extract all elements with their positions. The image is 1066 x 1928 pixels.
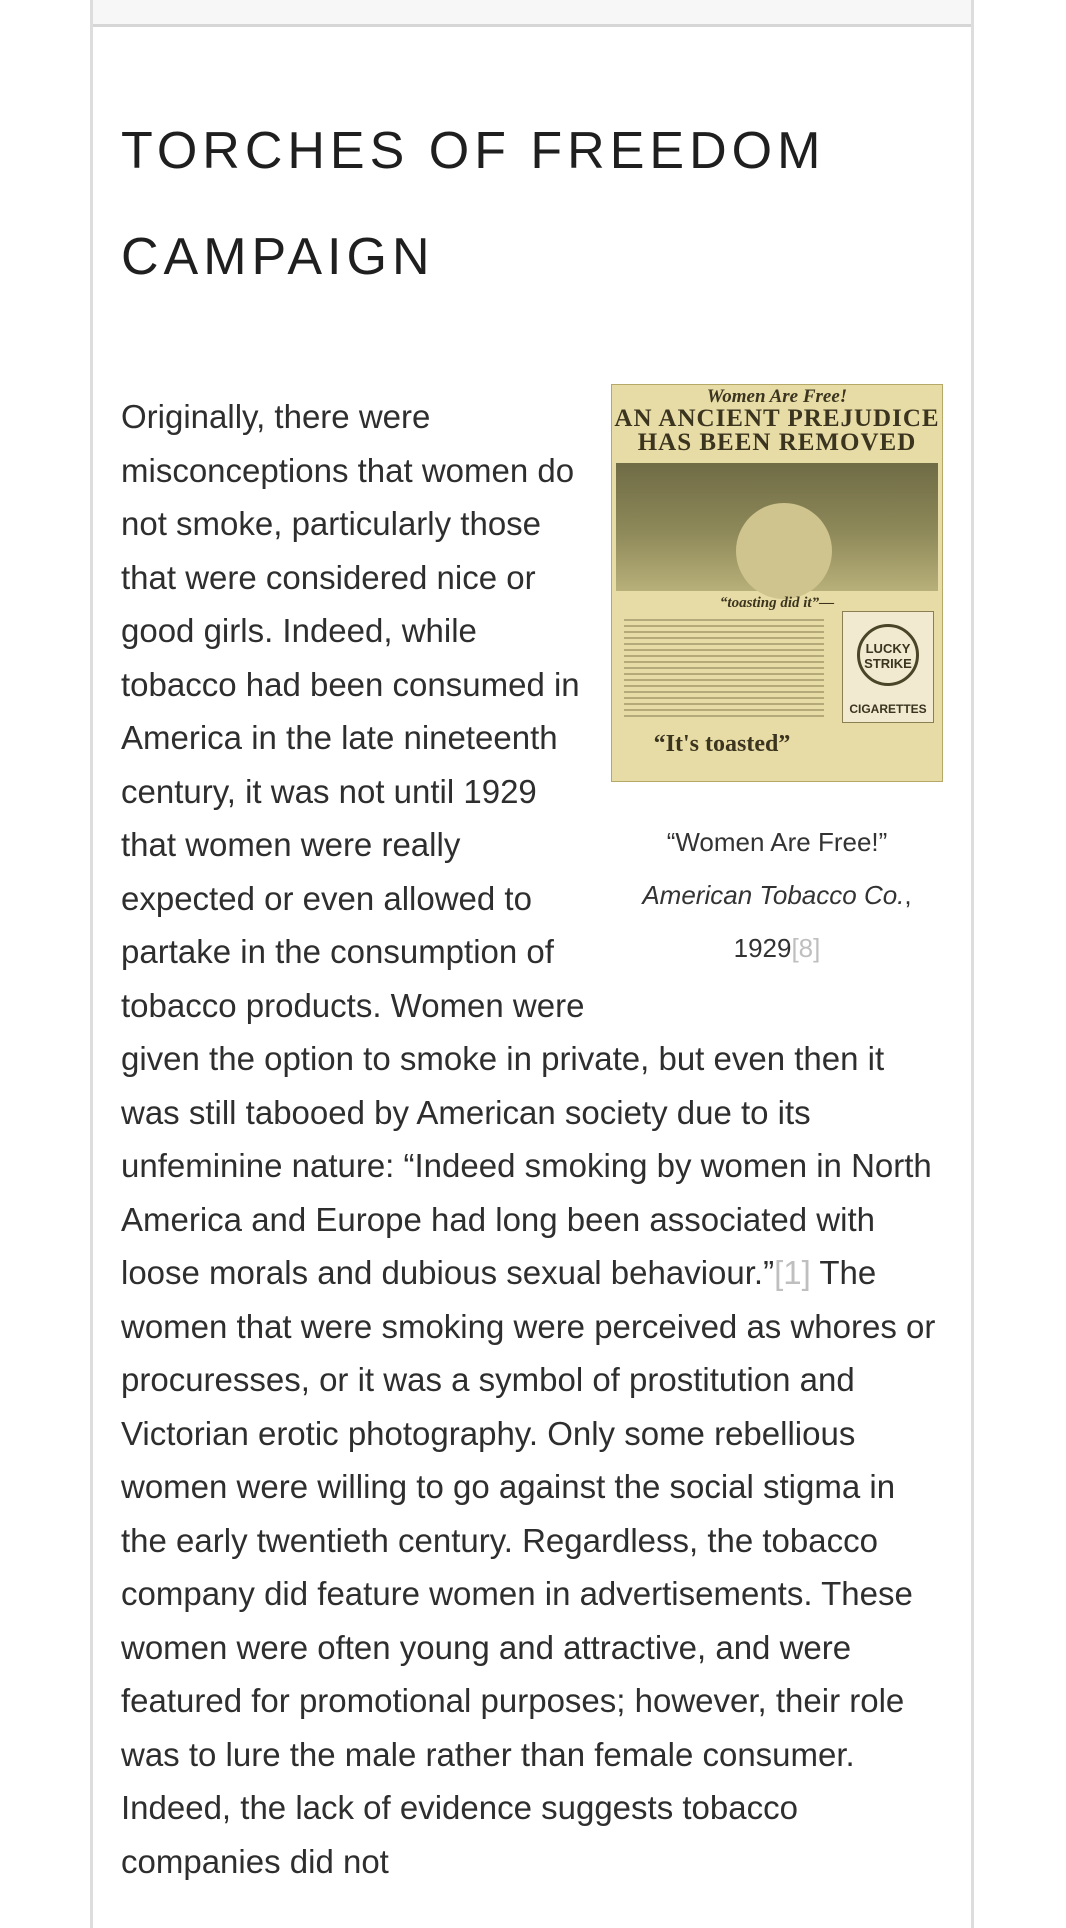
- ad-tagline: Women Are Free!: [706, 386, 848, 407]
- ad-pack-logo: [857, 624, 919, 686]
- ad-pack-line-2: STRIKE: [864, 656, 912, 671]
- ad-headline-1: AN ANCIENT PREJUDICE: [614, 405, 940, 432]
- top-strip: [93, 0, 971, 27]
- caption-quote: “Women Are Free!”: [666, 827, 888, 857]
- globe-icon: [736, 503, 832, 599]
- ad-subhead: “toasting did it”—: [719, 595, 835, 611]
- title-line-2: CAMPAIGN: [121, 228, 435, 286]
- paragraph-text-a: Originally, there were misconceptions that women do not smoke, particularly those that were considered nice or good girls. Indeed, while tobacco had been consumed in America in the late nineteenth century, it was not until 1929 that women were really expected or even allowed to partake in the consumption of tobacco products. Women were given the option to smoke in private, but even then it was still tabooed by American society due to its unfeminine nature: “Indeed smoking by women in North America and Europe had long been associated with loose morals and dubious sexual behaviour.”: [121, 398, 932, 1291]
- ad-pack-line-1: LUCKY: [865, 641, 911, 656]
- ad-fine-print: [624, 619, 824, 719]
- advertisement-image[interactable]: [611, 384, 943, 782]
- cigarette-pack-icon: [842, 611, 934, 723]
- ad-slogan: “It's toasted”: [653, 731, 791, 757]
- figure-caption: [611, 816, 943, 975]
- reference-link-1[interactable]: [1]: [774, 1254, 811, 1291]
- article-title: [121, 98, 943, 310]
- caption-year: , 1929: [733, 880, 912, 963]
- figure: [611, 384, 943, 975]
- ad-headline-2: HAS BEEN REMOVED: [637, 429, 917, 456]
- article-page: [90, 0, 974, 1928]
- paragraph-text-b: The women that were smoking were perceived as whores or procuresses, or it was a symbol of prostitution and Victorian erotic photography. Only some rebellious women were willing to go against the social stigma in the early twentieth century. Regardless, the tobacco company did feature women in advertisements. These women were often young and attractive, and were featured for promotional purposes; however, their role was to lure the male rather than female consumer. Indeed, the lack of evidence suggests tobacco companies did not: [121, 1254, 936, 1880]
- ad-pack-bottom: CIGARETTES: [849, 702, 927, 716]
- caption-reference-link[interactable]: [8]: [791, 933, 821, 963]
- caption-source: American Tobacco Co.: [642, 880, 905, 910]
- ad-illustration: [616, 463, 938, 591]
- article-content: [121, 98, 943, 1888]
- title-line-1: TORCHES OF FREEDOM: [121, 122, 826, 180]
